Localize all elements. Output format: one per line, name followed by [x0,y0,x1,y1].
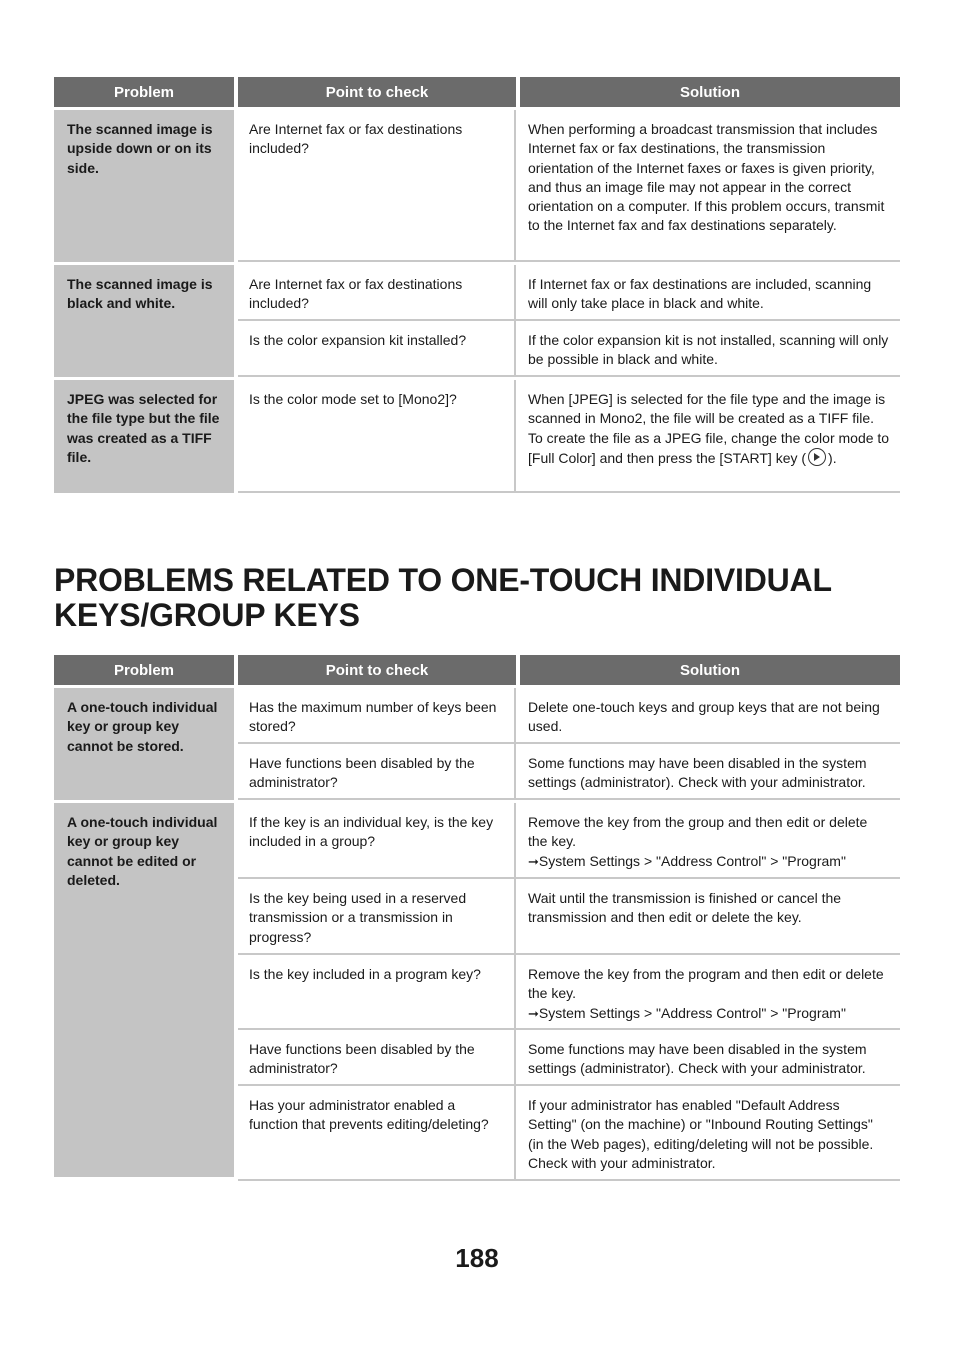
header-problem: Problem [54,77,234,107]
problem-group [54,110,900,262]
table-row [238,688,900,744]
table-header [54,655,900,685]
table-row [238,380,900,493]
point-to-check-cell: Is the key included in a program key? [238,955,516,1028]
solution-cell: If the color expansion kit is not installed, scanning will only be possible in black and white. [528,332,889,368]
solution-text-end: ). [828,449,837,466]
solution-cell: Some functions may have been disabled in the system settings (administrator). Check with your administrator. [528,755,867,791]
point-to-check-cell: Has the maximum number of keys been stored? [238,688,516,742]
problem-cell: The scanned image is upside down or on its side. [54,110,234,262]
point-to-check-cell: Is the key being used in a reserved transmission or a transmission in progress? [238,879,516,953]
table-row [238,110,900,262]
table-row [238,265,900,321]
table-header [54,77,900,107]
problem-group [54,265,900,377]
settings-path-text: System Settings > "Address Control" > "Program" [538,852,846,869]
problem-cell: The scanned image is black and white. [54,265,234,377]
arrow-right-icon: ➞ [528,1005,539,1021]
point-to-check-cell: Has your administrator enabled a function that prevents editing/deleting? [238,1086,516,1179]
problem-cell: A one-touch individual key or group key cannot be edited or deleted. [54,803,234,1177]
problem-cell: A one-touch individual key or group key cannot be stored. [54,688,234,800]
solution-cell: Delete one-touch keys and group keys that are not being used. [528,699,880,735]
header-solution: Solution [520,77,900,107]
solution-cell: If Internet fax or fax destinations are included, scanning will only take place in black and white. [528,276,872,312]
solution-cell [516,380,900,491]
solution-cell: If your administrator has enabled "Default Address Setting" (on the machine) or "Inbound Routing Settings" (in the Web pages), editing/deleting will not be possible. Check with your administrator. [528,1097,874,1171]
problem-group [54,380,900,493]
solution-cell: Some functions may have been disabled in the system settings (administrator). Check with your administrator. [528,1041,867,1077]
table-row [238,1030,900,1086]
table-row [238,1086,900,1181]
table-row [238,879,900,955]
point-to-check-cell: Have functions been disabled by the administrator? [238,1030,516,1084]
solution-cell: Wait until the transmission is finished or cancel the transmission and then edit or delete the key. [528,890,842,926]
point-to-check-cell: Is the color expansion kit installed? [238,321,516,375]
table-row [238,744,900,800]
header-point-to-check: Point to check [238,655,516,685]
header-point-to-check: Point to check [238,77,516,107]
section-title: PROBLEMS RELATED TO ONE-TOUCH INDIVIDUAL KEYS/GROUP KEYS [54,562,832,633]
table-row [238,803,900,879]
settings-path [528,852,890,871]
solution-cell [516,955,900,1028]
solution-text: Remove the key from the group and then edit or delete the key. [528,814,868,850]
problem-cell: JPEG was selected for the file type but the file was created as a TIFF file. [54,380,234,493]
solution-cell [516,803,900,877]
point-to-check-cell: Have functions been disabled by the administrator? [238,744,516,798]
problem-group [54,688,900,800]
troubleshooting-table-1 [54,77,900,493]
solution-text: Remove the key from the program and then edit or delete the key. [528,966,884,1002]
point-to-check-cell: Are Internet fax or fax destinations included? [238,265,516,319]
problem-group [54,803,900,1177]
arrow-right-icon: ➞ [528,853,539,869]
table-row [238,321,900,377]
header-problem: Problem [54,655,234,685]
settings-path-text: System Settings > "Address Control" > "Program" [538,1004,846,1021]
table-row [238,955,900,1030]
point-to-check-cell: Is the color mode set to [Mono2]? [238,380,516,491]
point-to-check-cell: Are Internet fax or fax destinations included? [238,110,516,260]
solution-text: When [JPEG] is selected for the file type and the image is scanned in Mono2, the file will be created as a TIFF file. To create the file as a JPEG file, change the color mode to [Full Color] and then press the [START] key ( [528,391,890,466]
start-key-icon [808,448,826,466]
page-number: 188 [455,1243,499,1273]
troubleshooting-table-2 [54,655,900,1177]
point-to-check-cell: If the key is an individual key, is the key included in a group? [238,803,516,877]
header-solution: Solution [520,655,900,685]
solution-cell: When performing a broadcast transmission that includes Internet fax or fax destinations, the transmission orientation of the Internet faxes or faxes is given priority, and thus an image file may not appear in the correct orientation on a computer. If this problem occurs, transmit to the Internet fax and fax destinations separately. [528,121,885,234]
settings-path [528,1004,890,1023]
